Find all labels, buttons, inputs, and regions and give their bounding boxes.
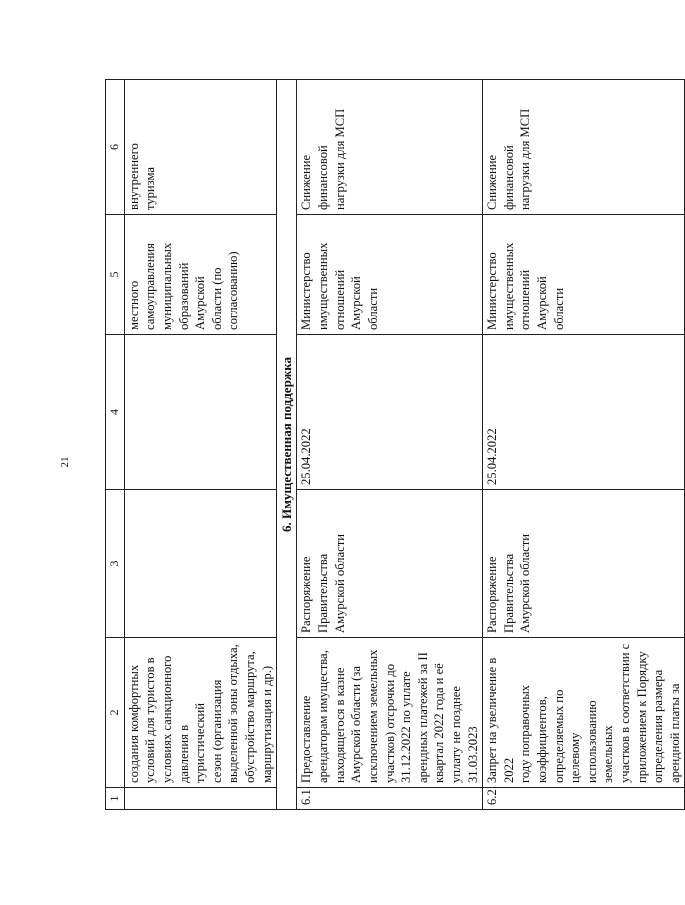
row-number-cell: 6.2: [483, 788, 685, 810]
result-cell: внутреннего туризма: [124, 80, 276, 215]
col-number-1: 1: [106, 788, 125, 810]
section-title: 6. Имущественная поддержка: [277, 80, 297, 810]
document-cell: [124, 490, 276, 638]
responsible-cell: местного самоуправления муниципальных образований Амурской области (по согласованию): [124, 215, 276, 335]
col-number-3: 3: [106, 490, 125, 638]
result-cell: Снижение финансовой нагрузки для МСП: [297, 80, 483, 215]
col-number-2: 2: [106, 638, 125, 788]
measure-cell: Предоставление арендаторам имущества, находящегося в казне Амурской области (за исключением земельных участков) отсрочки до 31.12.2022 по уплате арендных платежей за II квартал 2022 года и её уплату не позднее 31.03.2023: [297, 638, 483, 788]
rotated-table-container: [105, 80, 682, 810]
table-row-continued: [124, 80, 276, 810]
table-row: [483, 80, 685, 810]
page-number: 21: [59, 456, 71, 468]
col-number-4: 4: [106, 335, 125, 490]
date-cell: [124, 335, 276, 490]
row-number-cell: 6.1: [297, 788, 483, 810]
table-row: [297, 80, 483, 810]
section-header-row: [277, 80, 297, 810]
measures-table: [105, 79, 685, 810]
document-cell: Распоряжение Правительства Амурской области: [297, 490, 483, 638]
row-number-cell: [124, 788, 276, 810]
date-cell: 25.04.2022: [297, 335, 483, 490]
col-number-5: 5: [106, 215, 125, 335]
col-number-6: 6: [106, 80, 125, 215]
measure-cell: Запрет на увеличение в 2022 году поправочных коэффициентов, определяемых по целевому использованию земельных участков в соответствии с приложением к Порядку определения размера арендной платы за: [483, 638, 685, 788]
document-cell: Распоряжение Правительства Амурской области: [483, 490, 685, 638]
column-number-row: [106, 80, 125, 810]
result-cell: Снижение финансовой нагрузки для МСП: [483, 80, 685, 215]
responsible-cell: Министерство имущественных отношений Амурской области: [483, 215, 685, 335]
date-cell: 25.04.2022: [483, 335, 685, 490]
responsible-cell: Министерство имущественных отношений Амурской области: [297, 215, 483, 335]
measure-cell: создания комфортных условий для туристов в условиях санкционного давления в туристический сезон (организация выделенной зоны отдыха, обустройство маршрута, маршрутизация и др.): [124, 638, 276, 788]
